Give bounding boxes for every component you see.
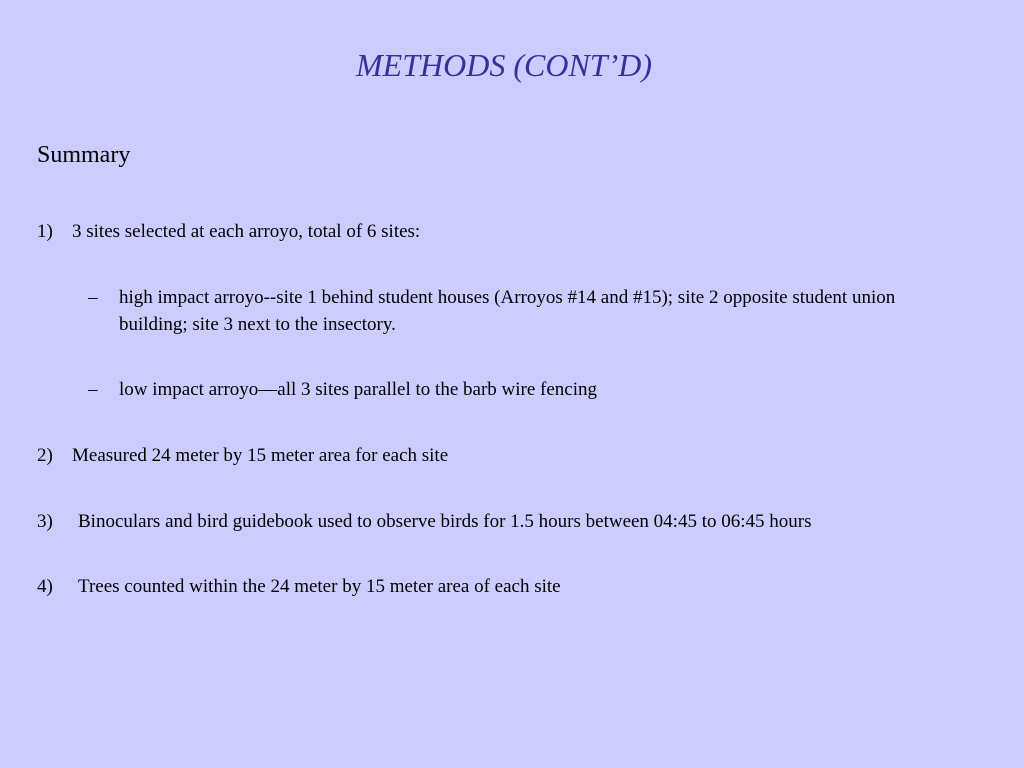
sub-list-item-text: high impact arroyo--site 1 behind student houses (Arroyos #14 and #15); site 2 opposite student union building; site 3 next to the insectory.: [119, 287, 896, 335]
list-item-marker: 4): [37, 576, 53, 597]
list-item-marker: 1): [37, 221, 53, 242]
section-heading: Summary: [37, 142, 131, 168]
list-item-text: Trees counted within the 24 meter by 15 meter area of each site: [78, 576, 561, 597]
list-item-marker: 3): [37, 511, 53, 532]
list-item-marker: 2): [37, 445, 53, 466]
sub-list-item-marker: –: [88, 287, 98, 308]
list-item-text: Measured 24 meter by 15 meter area for each site: [72, 445, 449, 466]
sub-list-item-text: low impact arroyo—all 3 sites parallel to the barb wire fencing: [119, 379, 598, 400]
slide-title: METHODS (CONT’D): [356, 47, 652, 83]
list-item-text: 3 sites selected at each arroyo, total of 6 sites:: [72, 221, 421, 242]
list-item-text: Binoculars and bird guidebook used to observe birds for 1.5 hours between 04:45 to 06:45 hours: [78, 511, 812, 532]
sub-list-item-marker: –: [88, 379, 98, 400]
